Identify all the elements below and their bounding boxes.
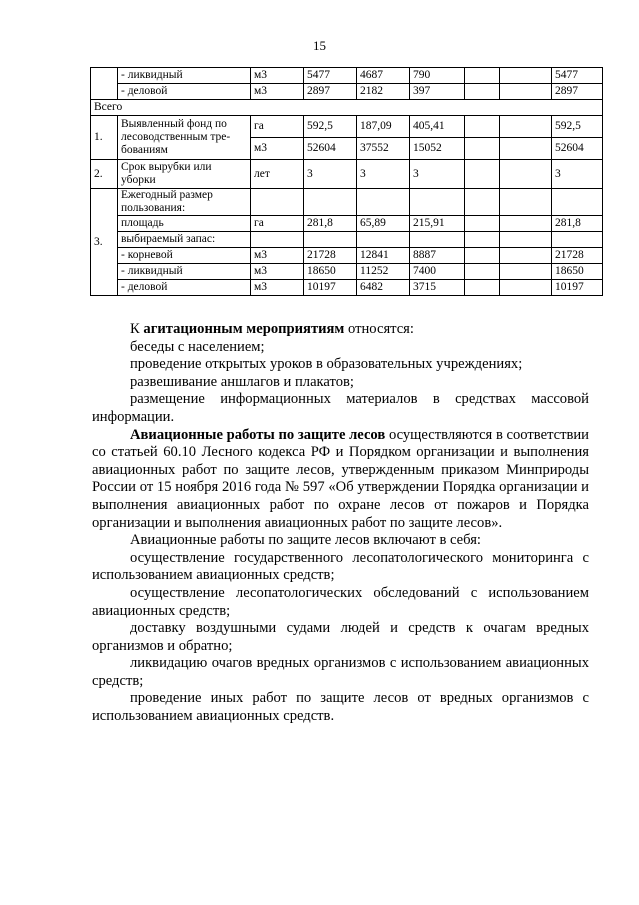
value-cell: 18650 <box>304 264 357 280</box>
value-cell: 3 <box>410 160 465 189</box>
value-cell: 3 <box>357 160 410 189</box>
value-cell: 37552 <box>357 138 410 160</box>
value-cell: 5477 <box>304 68 357 84</box>
value-cell: 3 <box>552 160 603 189</box>
value-cell: 3715 <box>410 280 465 296</box>
value-cell: 10197 <box>552 280 603 296</box>
value-cell: 52604 <box>304 138 357 160</box>
row-label: площадь <box>118 216 251 232</box>
table-row <box>91 116 603 138</box>
row-label: - ликвидный <box>118 264 251 280</box>
table-row <box>91 264 603 280</box>
value-cell: 7400 <box>410 264 465 280</box>
value-cell <box>500 216 552 232</box>
value-cell <box>500 68 552 84</box>
value-cell: 18650 <box>552 264 603 280</box>
list-item: развешивание аншлагов и плакатов; <box>130 373 354 390</box>
paragraph: Авиационные работы по защите лесов включают в себя: <box>130 532 481 549</box>
unit-cell: м3 <box>251 264 304 280</box>
table-row <box>91 280 603 296</box>
list-item: осуществление лесопатологических обследований с использованием авиационных средств; <box>92 584 589 619</box>
row-label: Срок вырубки или уборки <box>118 160 251 189</box>
unit-cell: м3 <box>251 84 304 100</box>
value-cell: 6482 <box>357 280 410 296</box>
value-cell: 5477 <box>552 68 603 84</box>
value-cell <box>465 216 500 232</box>
unit-cell <box>251 232 304 248</box>
table-row <box>91 232 603 248</box>
value-cell <box>552 189 603 216</box>
value-cell: 65,89 <box>357 216 410 232</box>
document-text <box>92 321 589 726</box>
value-cell <box>500 264 552 280</box>
value-cell <box>500 280 552 296</box>
section-label: Всего <box>91 100 603 116</box>
table-row <box>91 84 603 100</box>
value-cell <box>465 189 500 216</box>
value-cell <box>500 189 552 216</box>
unit-cell: лет <box>251 160 304 189</box>
row-label: Выявленный фонд по лесоводственным тре-бованиям <box>118 116 251 160</box>
value-cell <box>465 232 500 248</box>
value-cell <box>552 232 603 248</box>
value-cell <box>465 280 500 296</box>
value-cell <box>465 160 500 189</box>
value-cell: 2897 <box>304 84 357 100</box>
value-cell <box>500 138 552 160</box>
list-item: ликвидацию очагов вредных организмов с использованием авиационных средств; <box>92 655 589 689</box>
paragraph-agitation: К агитационным мероприятиям относятся: <box>130 321 414 337</box>
bold-term: агитационным мероприятиям <box>143 321 345 337</box>
value-cell <box>410 189 465 216</box>
table-row <box>91 160 603 189</box>
value-cell: 2897 <box>552 84 603 100</box>
row-number <box>91 68 118 100</box>
value-cell <box>304 232 357 248</box>
value-cell: 281,8 <box>552 216 603 232</box>
value-cell: 4687 <box>357 68 410 84</box>
unit-cell: м3 <box>251 68 304 84</box>
row-label: - ликвидный <box>118 68 251 84</box>
row-label: - деловой <box>118 84 251 100</box>
list-item: проведение открытых уроков в образовательных учреждениях; <box>130 356 523 373</box>
unit-cell: м3 <box>251 138 304 160</box>
value-cell: 592,5 <box>552 116 603 138</box>
row-label: Ежегодный размер пользования: <box>118 189 251 216</box>
paragraph-aviation: Авиационные работы по защите лесов осуществляются в соответствии со статьей 60.10 Лесного кодекса РФ и Порядком организации и выполнения авиационных работ по защите лесов, утвержденным приказом Минприроды России от 15 ноября 2016 года № 597 «Об утверждении Порядка организации и выполнения авиационных работ по охране лесов от пожаров и Порядка организации и выполнения авиационных работ по защите лесов». <box>92 426 589 531</box>
unit-cell <box>251 189 304 216</box>
value-cell: 592,5 <box>304 116 357 138</box>
table-row <box>91 100 603 116</box>
list-item: размещение информационных материалов в средствах массовой информации. <box>92 391 589 425</box>
value-cell <box>465 264 500 280</box>
table-row <box>91 189 603 216</box>
value-cell <box>465 84 500 100</box>
bold-term: Авиационные работы по защите лесов <box>130 426 386 443</box>
table-row <box>91 216 603 232</box>
value-cell <box>500 160 552 189</box>
value-cell: 52604 <box>552 138 603 160</box>
list-item: доставку воздушными судами людей и средств к очагам вредных организмов и обратно; <box>92 620 589 654</box>
value-cell: 790 <box>410 68 465 84</box>
value-cell: 15052 <box>410 138 465 160</box>
value-cell: 21728 <box>304 248 357 264</box>
row-label: выбираемый запас: <box>118 232 251 248</box>
value-cell: 405,41 <box>410 116 465 138</box>
value-cell <box>465 68 500 84</box>
list-item: беседы с населением; <box>130 338 265 355</box>
row-number: 3. <box>91 189 118 296</box>
value-cell: 3 <box>304 160 357 189</box>
value-cell: 215,91 <box>410 216 465 232</box>
value-cell <box>304 189 357 216</box>
list-item: осуществление государственного лесопатологического мониторинга с использованием авиационных средств; <box>92 549 589 584</box>
table-body <box>91 68 603 296</box>
value-cell <box>465 138 500 160</box>
forest-data-table <box>90 67 603 296</box>
value-cell <box>357 232 410 248</box>
unit-cell: м3 <box>251 248 304 264</box>
value-cell <box>410 232 465 248</box>
value-cell <box>500 116 552 138</box>
value-cell: 281,8 <box>304 216 357 232</box>
page-number: 15 <box>313 38 326 53</box>
value-cell <box>500 248 552 264</box>
value-cell <box>500 84 552 100</box>
unit-cell: га <box>251 116 304 138</box>
value-cell: 187,09 <box>357 116 410 138</box>
unit-cell: м3 <box>251 280 304 296</box>
table-row <box>91 68 603 84</box>
row-label: - деловой <box>118 280 251 296</box>
value-cell: 397 <box>410 84 465 100</box>
table-row <box>91 248 603 264</box>
value-cell <box>465 248 500 264</box>
row-number: 1. <box>91 116 118 160</box>
value-cell <box>465 116 500 138</box>
value-cell: 21728 <box>552 248 603 264</box>
value-cell <box>357 189 410 216</box>
value-cell: 2182 <box>357 84 410 100</box>
value-cell <box>500 232 552 248</box>
value-cell: 12841 <box>357 248 410 264</box>
value-cell: 8887 <box>410 248 465 264</box>
unit-cell: га <box>251 216 304 232</box>
value-cell: 11252 <box>357 264 410 280</box>
list-item: проведение иных работ по защите лесов от вредных организмов с использованием авиационных средств. <box>92 690 589 725</box>
value-cell: 10197 <box>304 280 357 296</box>
row-number: 2. <box>91 160 118 189</box>
row-label: - корневой <box>118 248 251 264</box>
